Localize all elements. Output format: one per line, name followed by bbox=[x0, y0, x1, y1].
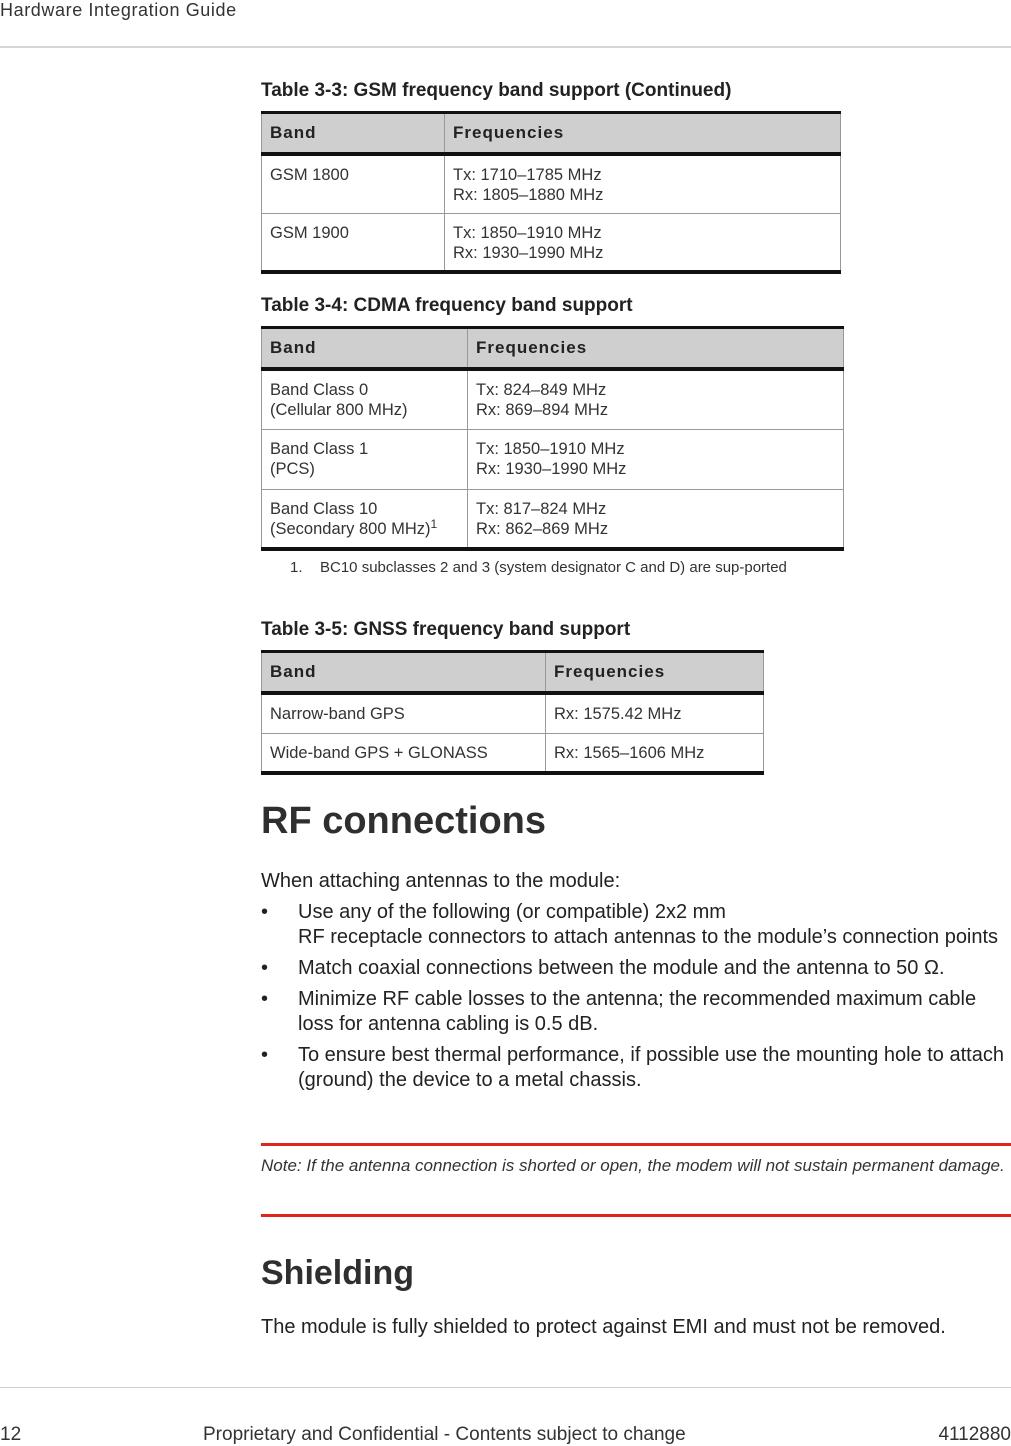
band-cell: GSM 1900 bbox=[262, 213, 445, 272]
frequency-cell: Tx: 817–824 MHz Rx: 862–869 MHz bbox=[468, 489, 844, 549]
table-row bbox=[262, 489, 844, 549]
cdma-band-table bbox=[261, 326, 844, 551]
frequency-cell: Rx: 1565–1606 MHz bbox=[546, 733, 764, 773]
note-text: Note: If the antenna connection is shorted or open, the modem will not sustain permanent damage. bbox=[261, 1156, 1005, 1175]
footer-confidentiality: Proprietary and Confidential - Contents subject to change bbox=[203, 1424, 686, 1445]
bullet-icon: • bbox=[261, 957, 269, 979]
band-column-header: Band bbox=[262, 652, 546, 694]
gnss-band-table bbox=[261, 650, 764, 775]
footnote-number: 1. bbox=[290, 559, 303, 576]
footnote-text: BC10 subclasses 2 and 3 (system designator C and D) are sup-ported bbox=[320, 559, 787, 576]
frequency-cell: Tx: 1850–1910 MHz Rx: 1930–1990 MHz bbox=[468, 429, 844, 489]
band-cell: Band Class 10 (Secondary 800 MHz)$^1$ bbox=[262, 489, 468, 549]
list-item: • To ensure best thermal performance, if possible use the mounting hole to attach (ground) the device to a metal chassis. bbox=[261, 1044, 1004, 1091]
table-header-row bbox=[262, 113, 841, 155]
document-number: 4112880 bbox=[938, 1424, 1011, 1445]
band-cell: Band Class 0 (Cellular 800 MHz) bbox=[262, 369, 468, 429]
rf-bullet-list bbox=[261, 900, 1006, 1099]
footnote-marker: 1 bbox=[430, 516, 438, 531]
frequency-cell: Tx: 1850–1910 MHz Rx: 1930–1990 MHz bbox=[445, 213, 841, 272]
bullet-icon: • bbox=[261, 988, 269, 1010]
footer-divider bbox=[0, 1387, 1011, 1388]
note-top-rule bbox=[261, 1143, 1011, 1146]
list-item: • Use any of the following (or compatible) 2x2 mm RF receptacle connectors to attach antennas to the module’s connection points bbox=[261, 901, 999, 948]
gsm-band-table bbox=[261, 111, 841, 274]
bullet-icon: • bbox=[261, 1044, 269, 1066]
frequencies-column-header: Frequencies bbox=[468, 328, 844, 370]
shielding-body-text: The module is fully shielded to protect against EMI and must not be removed. bbox=[261, 1316, 946, 1338]
header-divider bbox=[0, 46, 1011, 48]
running-header: Hardware Integration Guide bbox=[0, 0, 237, 20]
rf-intro-text: When attaching antennas to the module: bbox=[261, 870, 621, 892]
frequency-cell: Tx: 824–849 MHz Rx: 869–894 MHz bbox=[468, 369, 844, 429]
bullet-icon: • bbox=[261, 901, 269, 923]
page-number: 12 bbox=[0, 1424, 22, 1445]
shielding-heading: Shielding bbox=[261, 1254, 414, 1292]
note-bottom-rule bbox=[261, 1214, 1011, 1217]
band-cell: Narrow-band GPS bbox=[262, 693, 546, 733]
table-row bbox=[262, 369, 844, 429]
frequencies-column-header: Frequencies bbox=[546, 652, 764, 694]
table-3-5-caption: Table 3-5: GNSS frequency band support bbox=[261, 619, 631, 640]
table-row bbox=[262, 429, 844, 489]
table-header-row bbox=[262, 652, 764, 694]
frequency-cell: Tx: 1710–1785 MHz Rx: 1805–1880 MHz bbox=[445, 154, 841, 213]
band-cell: Band Class 1 (PCS) bbox=[262, 429, 468, 489]
rf-connections-heading: RF connections bbox=[261, 800, 547, 842]
band-cell: Wide-band GPS + GLONASS bbox=[262, 733, 546, 773]
table-footnote bbox=[290, 558, 800, 577]
band-cell: GSM 1800 bbox=[262, 154, 445, 213]
table-3-4-caption: Table 3-4: CDMA frequency band support bbox=[261, 295, 633, 316]
table-3-3-caption: Table 3-3: GSM frequency band support (Continued) bbox=[261, 80, 732, 101]
frequency-cell: Rx: 1575.42 MHz bbox=[546, 693, 764, 733]
frequencies-column-header: Frequencies bbox=[445, 113, 841, 155]
band-column-header: Band bbox=[262, 113, 445, 155]
table-row bbox=[262, 693, 764, 733]
table-row bbox=[262, 733, 764, 773]
band-column-header: Band bbox=[262, 328, 468, 370]
table-header-row bbox=[262, 328, 844, 370]
list-item: • Match coaxial connections between the module and the antenna to 50 Ω. bbox=[261, 957, 945, 979]
table-row bbox=[262, 213, 841, 272]
table-row bbox=[262, 154, 841, 213]
list-item: • Minimize RF cable losses to the antenna; the recommended maximum cable loss for antenna cabling is 0.5 dB. bbox=[261, 988, 977, 1035]
